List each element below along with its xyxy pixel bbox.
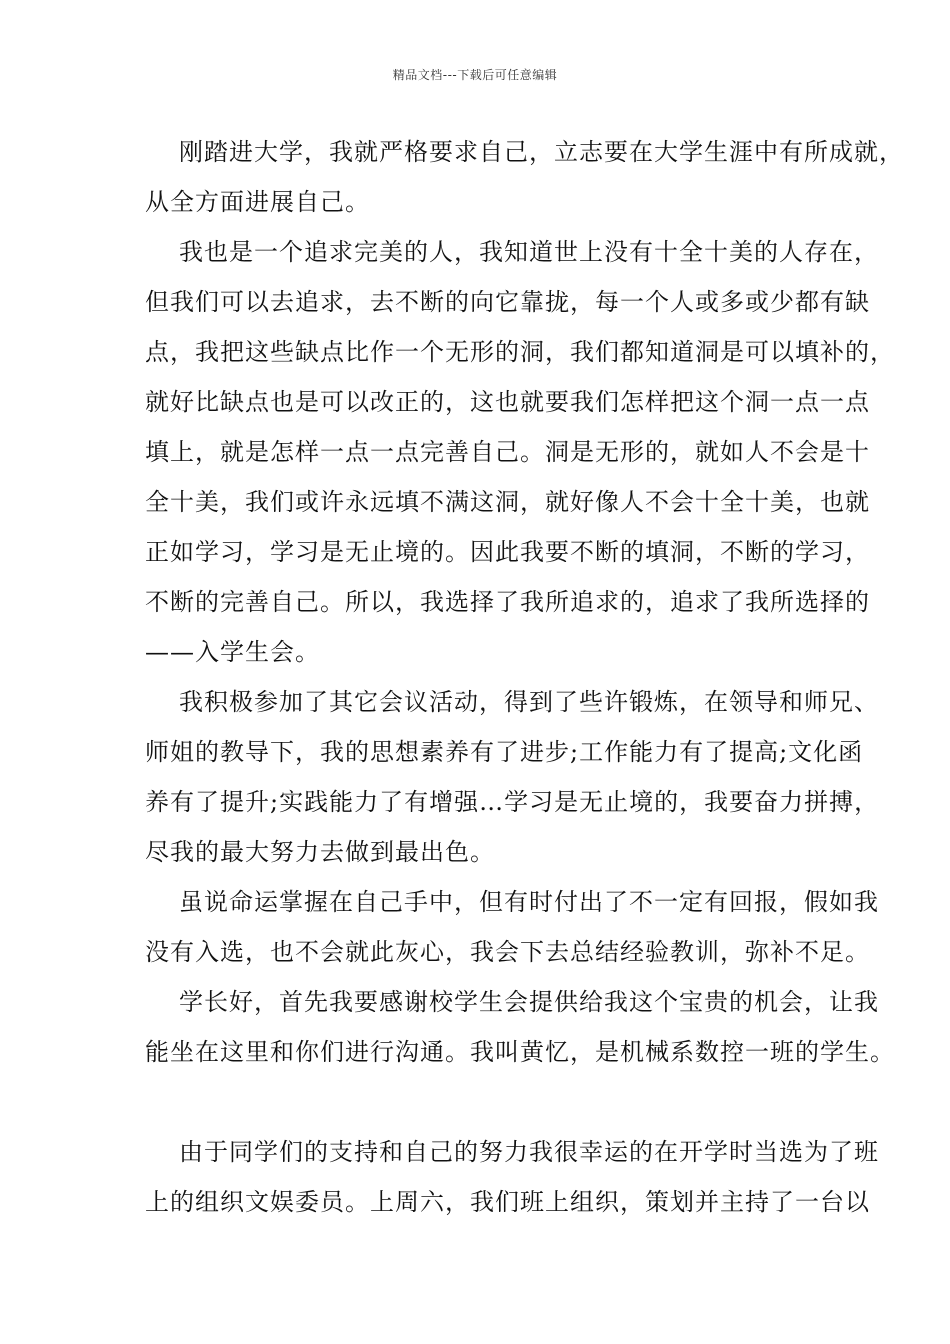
paragraph-5-line-2: 能坐在这里和你们进行沟通。我叫黄忆，是机械系数控一班的学生。 [145,1038,895,1066]
paragraph-2-line-1: 我也是一个追求完美的人，我知道世上没有十全十美的人存在， [179,238,879,266]
paragraph-2-line-3: 点，我把这些缺点比作一个无形的洞，我们都知道洞是可以填补的， [145,338,895,366]
paragraph-3-line-4: 尽我的最大努力去做到最出色。 [145,838,495,866]
paragraph-1-line-1: 刚踏进大学，我就严格要求自己，立志要在大学生涯中有所成就， [179,138,904,166]
paragraph-6-line-2: 上的组织文娱委员。上周六，我们班上组织，策划并主持了一台以 [145,1188,870,1216]
paragraph-3-line-2: 师姐的教导下，我的思想素养有了进步;工作能力有了提高;文化函 [145,738,864,766]
paragraph-3-line-3: 养有了提升;实践能力了有增强…学习是无止境的，我要奋力拼搏， [145,788,880,816]
paragraph-2-line-7: 正如学习，学习是无止境的。因此我要不断的填洞，不断的学习， [145,538,870,566]
paragraph-2-line-8: 不断的完善自己。所以，我选择了我所追求的，追求了我所选择的 [145,588,870,616]
paragraph-6-line-1: 由于同学们的支持和自己的努力我很幸运的在开学时当选为了班 [179,1138,879,1166]
paragraph-2-line-4: 就好比缺点也是可以改正的，这也就要我们怎样把这个洞一点一点 [145,388,870,416]
paragraph-4-line-1: 虽说命运掌握在自己手中，但有时付出了不一定有回报，假如我 [179,888,879,916]
paragraph-2-line-2: 但我们可以去追求，去不断的向它靠拢，每一个人或多或少都有缺 [145,288,870,316]
paragraph-2-line-5: 填上，就是怎样一点一点完善自己。洞是无形的，就如人不会是十 [145,438,870,466]
paragraph-1-line-2: 从全方面进展自己。 [145,188,370,216]
paragraph-5-line-1: 学长好，首先我要感谢校学生会提供给我这个宝贵的机会，让我 [179,988,879,1016]
paragraph-3-line-1: 我积极参加了其它会议活动，得到了些许锻炼，在领导和师兄、 [179,688,879,716]
paragraph-2-line-9: ——入学生会。 [145,638,320,666]
paragraph-2-line-6: 全十美，我们或许永远填不满这洞，就好像人不会十全十美，也就 [145,488,870,516]
page-header: 精品文档---下载后可任意编辑 [392,68,558,82]
paragraph-4-line-2: 没有入选，也不会就此灰心，我会下去总结经验教训，弥补不足。 [145,938,870,966]
